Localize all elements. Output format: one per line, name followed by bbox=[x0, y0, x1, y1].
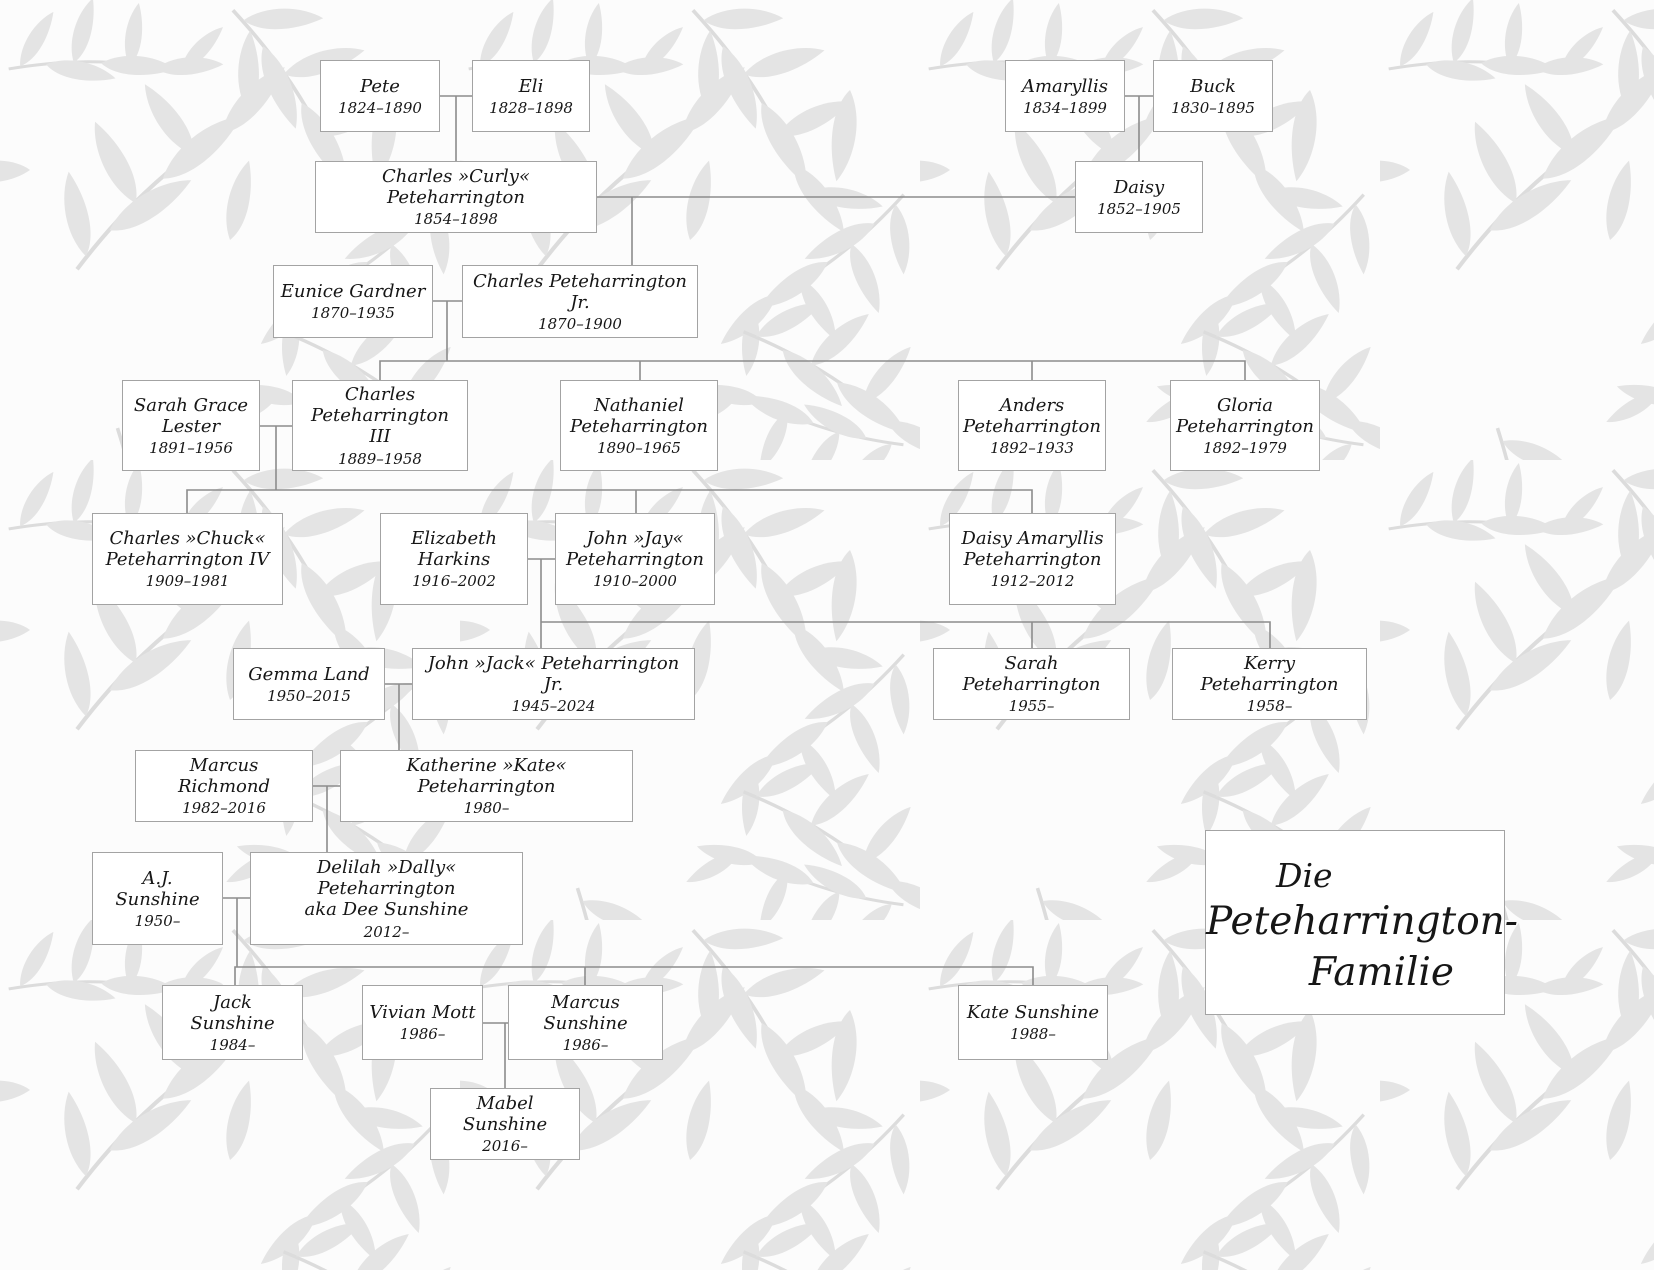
person-box-daisy bbox=[1075, 161, 1203, 233]
person-box-katherine-kate-peteharrington bbox=[340, 750, 633, 822]
person-dates: 1870–1900 bbox=[538, 314, 622, 333]
person-box-charles-peteharrington-jr bbox=[462, 265, 698, 338]
person-box-john-jack-peteharrington-jr bbox=[412, 648, 695, 720]
person-name: Marcus Richmond bbox=[177, 755, 270, 798]
person-dates: 1982–2016 bbox=[182, 799, 266, 818]
person-box-elizabeth-harkins bbox=[380, 513, 528, 605]
person-name: Sarah Grace Lester bbox=[133, 394, 249, 437]
person-name: Gloria Peteharrington bbox=[1176, 394, 1314, 437]
person-box-charles-curly-peteharrington bbox=[315, 161, 597, 233]
person-dates: 1958– bbox=[1246, 697, 1293, 716]
person-name: Charles »Curly« Peteharrington bbox=[382, 166, 530, 209]
person-dates: 1955– bbox=[1008, 697, 1055, 716]
person-box-anders-peteharrington bbox=[958, 380, 1106, 471]
person-dates: 1916–2002 bbox=[412, 572, 496, 591]
person-dates: 1912–2012 bbox=[990, 572, 1075, 591]
person-dates: 1889–1958 bbox=[338, 449, 422, 468]
person-name: Mabel Sunshine bbox=[462, 1093, 548, 1136]
person-box-john-jay-peteharrington bbox=[555, 513, 715, 605]
person-name: Katherine »Kate« Peteharrington bbox=[406, 755, 567, 798]
person-box-eunice-gardner bbox=[273, 265, 433, 338]
person-dates: 1950–2015 bbox=[267, 686, 351, 705]
person-box-jack-sunshine bbox=[162, 985, 303, 1060]
person-name: Kerry Peteharrington bbox=[1200, 653, 1339, 696]
person-name: Jack Sunshine bbox=[190, 991, 275, 1034]
person-box-gloria-peteharrington bbox=[1170, 380, 1320, 471]
person-dates: 1828–1898 bbox=[489, 98, 573, 117]
person-box-gemma-land bbox=[233, 648, 385, 720]
person-dates: 1834–1899 bbox=[1023, 98, 1107, 117]
person-name: Daisy Amaryllis Peteharrington bbox=[961, 528, 1104, 571]
person-dates: 1950– bbox=[134, 911, 181, 930]
person-dates: 1909–1981 bbox=[145, 572, 230, 591]
person-dates: 1980– bbox=[463, 799, 510, 818]
person-dates: 1986– bbox=[562, 1035, 609, 1054]
person-box-vivian-mott bbox=[362, 985, 483, 1060]
person-name: Gemma Land bbox=[248, 663, 370, 685]
person-name: Elizabeth Harkins bbox=[411, 528, 497, 571]
person-box-sarah-grace-lester bbox=[122, 380, 260, 471]
chart-title-box bbox=[1205, 830, 1518, 1015]
person-box-mabel-sunshine bbox=[430, 1088, 580, 1160]
person-dates: 1892–1933 bbox=[990, 438, 1074, 457]
person-box-charles-peteharrington-iii bbox=[292, 380, 468, 471]
person-name: Charles Peteharrington III bbox=[311, 383, 449, 448]
person-name: Charles »Chuck« Peteharrington IV bbox=[105, 528, 270, 571]
person-dates: 1824–1890 bbox=[338, 98, 422, 117]
person-box-sarah-peteharrington bbox=[933, 648, 1130, 720]
person-dates: 1870–1935 bbox=[311, 304, 395, 323]
person-box-delilah-dally-peteharrington bbox=[250, 852, 523, 945]
person-dates: 1910–2000 bbox=[593, 572, 677, 591]
person-dates: 1890–1965 bbox=[597, 438, 681, 457]
person-name: Eli bbox=[518, 75, 544, 97]
person-dates: 1892–1979 bbox=[1203, 438, 1287, 457]
person-name: Eunice Gardner bbox=[280, 281, 426, 303]
person-name: Delilah »Dally« Peteharrington bbox=[316, 856, 457, 900]
chart-title-line2: Peteharrington- bbox=[1206, 899, 1518, 945]
person-name: Buck bbox=[1190, 75, 1236, 97]
person-box-kerry-peteharrington bbox=[1172, 648, 1367, 720]
person-name: Sarah Peteharrington bbox=[962, 653, 1101, 696]
person-box-buck bbox=[1153, 60, 1273, 132]
person-dates: 1984– bbox=[209, 1035, 256, 1054]
person-name: John »Jack« Peteharrington Jr. bbox=[427, 653, 680, 696]
person-box-amaryllis bbox=[1005, 60, 1125, 132]
person-name: Pete bbox=[360, 75, 400, 97]
person-dates: 1854–1898 bbox=[414, 210, 498, 229]
person-name: Amaryllis bbox=[1021, 75, 1109, 97]
person-name: Vivian Mott bbox=[369, 1002, 476, 1024]
person-box-nathaniel-peteharrington bbox=[560, 380, 718, 471]
person-name: Marcus Sunshine bbox=[543, 991, 628, 1034]
person-dates: 1945–2024 bbox=[511, 697, 596, 716]
person-dates: 1852–1905 bbox=[1097, 199, 1181, 218]
person-dates: 1986– bbox=[399, 1025, 446, 1044]
person-box-aj-sunshine bbox=[92, 852, 223, 945]
person-box-eli bbox=[472, 60, 590, 132]
person-dates: 2012– bbox=[363, 922, 410, 941]
person-name: Charles Peteharrington Jr. bbox=[473, 270, 687, 313]
person-box-marcus-richmond bbox=[135, 750, 313, 822]
person-name: A.J. Sunshine bbox=[115, 867, 200, 910]
person-box-marcus-sunshine bbox=[508, 985, 663, 1060]
person-dates: 1891–1956 bbox=[149, 438, 233, 457]
chart-title-line1: Die bbox=[1276, 856, 1333, 895]
person-box-pete bbox=[320, 60, 440, 132]
person-name: Daisy bbox=[1113, 176, 1165, 198]
person-name: Anders Peteharrington bbox=[963, 394, 1101, 437]
person-name: Nathaniel Peteharrington bbox=[570, 394, 708, 437]
person-dates: 1830–1895 bbox=[1171, 98, 1255, 117]
person-name: Kate Sunshine bbox=[966, 1002, 1100, 1024]
person-name: John »Jay« Peteharrington bbox=[566, 528, 704, 571]
person-dates: 2016– bbox=[482, 1137, 528, 1156]
person-alias: aka Dee Sunshine bbox=[304, 899, 469, 921]
chart-title-line3: Familie bbox=[1308, 950, 1454, 995]
person-dates: 1988– bbox=[1010, 1025, 1056, 1044]
person-box-kate-sunshine bbox=[958, 985, 1108, 1060]
person-box-daisy-amaryllis-peteharrington bbox=[949, 513, 1116, 605]
person-box-charles-chuck-peteharrington-iv bbox=[92, 513, 283, 605]
